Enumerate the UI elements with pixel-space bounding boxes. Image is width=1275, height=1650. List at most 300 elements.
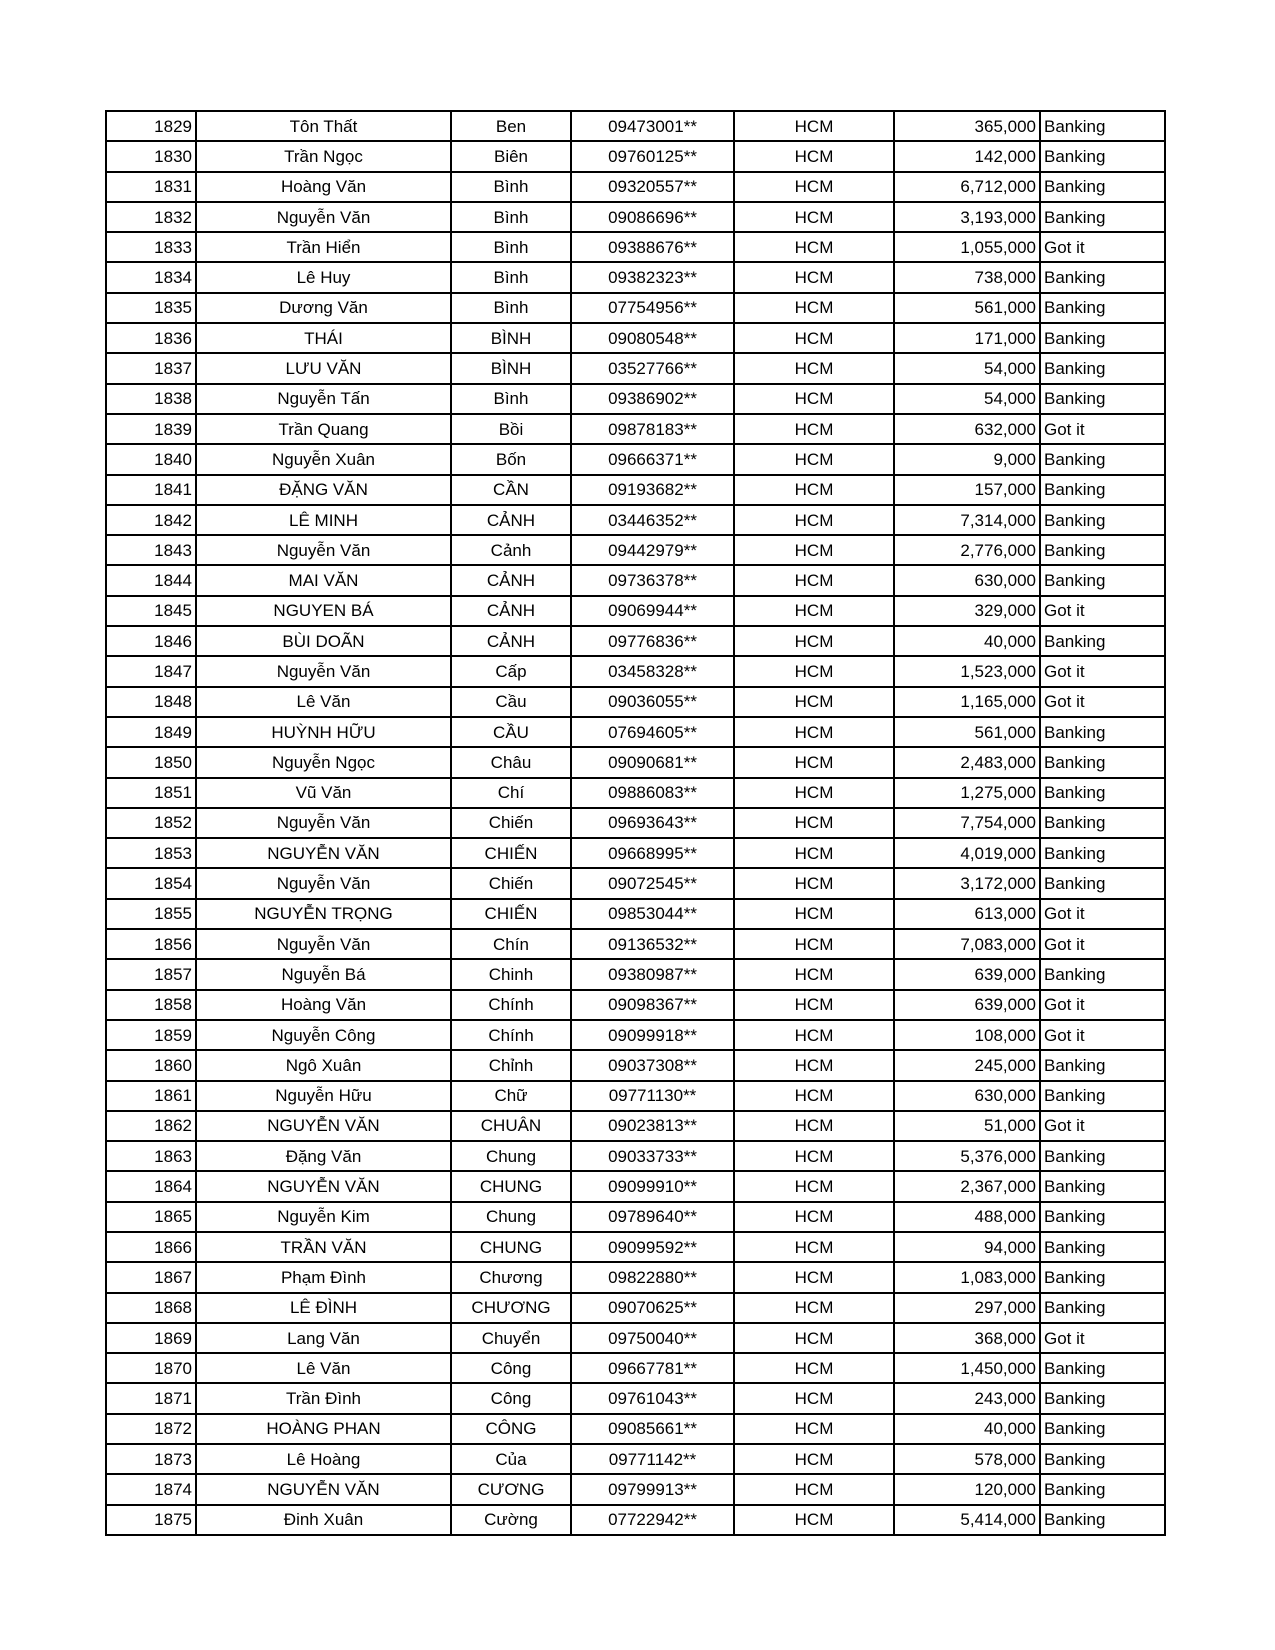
cell-phone: 09878183** (571, 414, 734, 444)
cell-amount: 368,000 (894, 1323, 1040, 1353)
cell-first_name: Phạm Đình (196, 1262, 451, 1292)
cell-amount: 40,000 (894, 626, 1040, 656)
cell-city: HCM (734, 626, 894, 656)
cell-last_name: CẦN (451, 475, 571, 505)
cell-id: 1872 (106, 1414, 196, 1444)
cell-city: HCM (734, 1353, 894, 1383)
table-row (106, 202, 1165, 232)
cell-last_name: Biên (451, 141, 571, 171)
cell-phone: 03527766** (571, 353, 734, 383)
cell-phone: 09382323** (571, 262, 734, 292)
table-row (106, 899, 1165, 929)
cell-first_name: Lê Văn (196, 1353, 451, 1383)
cell-status: Got it (1040, 596, 1165, 626)
cell-status: Banking (1040, 293, 1165, 323)
cell-first_name: Nguyễn Tấn (196, 384, 451, 414)
cell-status: Banking (1040, 505, 1165, 535)
cell-city: HCM (734, 475, 894, 505)
cell-first_name: Nguyễn Văn (196, 656, 451, 686)
cell-id: 1847 (106, 656, 196, 686)
cell-amount: 7,754,000 (894, 808, 1040, 838)
cell-city: HCM (734, 505, 894, 535)
cell-status: Got it (1040, 990, 1165, 1020)
cell-city: HCM (734, 1383, 894, 1413)
cell-first_name: Nguyễn Công (196, 1020, 451, 1050)
cell-phone: 09086696** (571, 202, 734, 232)
cell-last_name: Chí (451, 778, 571, 808)
table-row (106, 808, 1165, 838)
cell-last_name: Công (451, 1383, 571, 1413)
cell-status: Banking (1040, 838, 1165, 868)
cell-phone: 09386902** (571, 384, 734, 414)
table-row (106, 1111, 1165, 1141)
cell-amount: 120,000 (894, 1474, 1040, 1504)
cell-phone: 09080548** (571, 323, 734, 353)
cell-last_name: Chính (451, 1020, 571, 1050)
cell-first_name: Đặng Văn (196, 1141, 451, 1171)
cell-last_name: Bình (451, 384, 571, 414)
cell-status: Banking (1040, 1171, 1165, 1201)
cell-id: 1851 (106, 778, 196, 808)
cell-city: HCM (734, 596, 894, 626)
cell-first_name: Đinh Xuân (196, 1505, 451, 1535)
cell-phone: 09886083** (571, 778, 734, 808)
cell-amount: 4,019,000 (894, 838, 1040, 868)
cell-phone: 09736378** (571, 565, 734, 595)
table-row (106, 505, 1165, 535)
cell-status: Banking (1040, 1232, 1165, 1262)
cell-status: Banking (1040, 111, 1165, 141)
cell-status: Banking (1040, 1293, 1165, 1323)
cell-phone: 09380987** (571, 959, 734, 989)
cell-amount: 54,000 (894, 384, 1040, 414)
cell-status: Banking (1040, 1383, 1165, 1413)
cell-first_name: Nguyễn Văn (196, 929, 451, 959)
table-row (106, 626, 1165, 656)
cell-amount: 630,000 (894, 565, 1040, 595)
cell-id: 1874 (106, 1474, 196, 1504)
cell-last_name: CẢNH (451, 505, 571, 535)
cell-amount: 9,000 (894, 444, 1040, 474)
table-row (106, 1353, 1165, 1383)
cell-amount: 157,000 (894, 475, 1040, 505)
cell-first_name: Nguyễn Xuân (196, 444, 451, 474)
cell-city: HCM (734, 172, 894, 202)
cell-first_name: ĐẶNG VĂN (196, 475, 451, 505)
cell-amount: 2,776,000 (894, 535, 1040, 565)
cell-first_name: Nguyễn Văn (196, 868, 451, 898)
cell-amount: 3,193,000 (894, 202, 1040, 232)
table-row (106, 1141, 1165, 1171)
cell-phone: 09072545** (571, 868, 734, 898)
cell-first_name: NGUYỄN VĂN (196, 1171, 451, 1201)
table-row (106, 1050, 1165, 1080)
table-row (106, 1383, 1165, 1413)
cell-city: HCM (734, 808, 894, 838)
cell-last_name: Cảnh (451, 535, 571, 565)
cell-phone: 03446352** (571, 505, 734, 535)
cell-status: Banking (1040, 535, 1165, 565)
cell-id: 1854 (106, 868, 196, 898)
cell-last_name: Bình (451, 172, 571, 202)
cell-phone: 09099592** (571, 1232, 734, 1262)
cell-first_name: Trần Đình (196, 1383, 451, 1413)
cell-city: HCM (734, 262, 894, 292)
table-row (106, 1020, 1165, 1050)
cell-city: HCM (734, 444, 894, 474)
cell-first_name: LÊ ĐÌNH (196, 1293, 451, 1323)
cell-city: HCM (734, 1414, 894, 1444)
table-row (106, 293, 1165, 323)
cell-city: HCM (734, 384, 894, 414)
cell-phone: 09799913** (571, 1474, 734, 1504)
cell-first_name: BÙI DOÃN (196, 626, 451, 656)
cell-first_name: HUỲNH HỮU (196, 717, 451, 747)
cell-city: HCM (734, 202, 894, 232)
cell-amount: 2,483,000 (894, 747, 1040, 777)
cell-id: 1855 (106, 899, 196, 929)
cell-last_name: CHUNG (451, 1232, 571, 1262)
cell-amount: 1,275,000 (894, 778, 1040, 808)
cell-status: Got it (1040, 232, 1165, 262)
table-row (106, 353, 1165, 383)
cell-city: HCM (734, 1505, 894, 1535)
cell-first_name: Nguyễn Ngọc (196, 747, 451, 777)
cell-status: Banking (1040, 1353, 1165, 1383)
cell-id: 1830 (106, 141, 196, 171)
cell-last_name: Bình (451, 202, 571, 232)
cell-status: Banking (1040, 1414, 1165, 1444)
cell-first_name: NGUYỄN TRỌNG (196, 899, 451, 929)
cell-first_name: Nguyễn Bá (196, 959, 451, 989)
cell-amount: 7,083,000 (894, 929, 1040, 959)
cell-phone: 09036055** (571, 687, 734, 717)
table-row (106, 232, 1165, 262)
cell-status: Banking (1040, 353, 1165, 383)
cell-phone: 09085661** (571, 1414, 734, 1444)
cell-status: Banking (1040, 868, 1165, 898)
cell-last_name: Bình (451, 293, 571, 323)
cell-amount: 1,083,000 (894, 1262, 1040, 1292)
cell-first_name: NGUYEN BÁ (196, 596, 451, 626)
cell-phone: 09473001** (571, 111, 734, 141)
cell-first_name: NGUYỄN VĂN (196, 1474, 451, 1504)
cell-first_name: Trần Hiển (196, 232, 451, 262)
cell-phone: 09761043** (571, 1383, 734, 1413)
cell-id: 1832 (106, 202, 196, 232)
cell-first_name: HOÀNG PHAN (196, 1414, 451, 1444)
cell-status: Banking (1040, 565, 1165, 595)
cell-city: HCM (734, 778, 894, 808)
cell-phone: 09193682** (571, 475, 734, 505)
cell-phone: 09667781** (571, 1353, 734, 1383)
cell-phone: 09771142** (571, 1444, 734, 1474)
cell-last_name: CẢNH (451, 626, 571, 656)
cell-last_name: CẢNH (451, 596, 571, 626)
cell-phone: 09099918** (571, 1020, 734, 1050)
cell-city: HCM (734, 535, 894, 565)
cell-city: HCM (734, 1232, 894, 1262)
table-row (106, 596, 1165, 626)
cell-id: 1873 (106, 1444, 196, 1474)
cell-city: HCM (734, 1050, 894, 1080)
cell-phone: 07754956** (571, 293, 734, 323)
cell-phone: 09070625** (571, 1293, 734, 1323)
cell-last_name: CÔNG (451, 1414, 571, 1444)
cell-amount: 632,000 (894, 414, 1040, 444)
cell-city: HCM (734, 1293, 894, 1323)
cell-amount: 738,000 (894, 262, 1040, 292)
cell-phone: 09099910** (571, 1171, 734, 1201)
contacts-table (105, 110, 1166, 1536)
cell-phone: 09789640** (571, 1202, 734, 1232)
cell-id: 1862 (106, 1111, 196, 1141)
cell-id: 1864 (106, 1171, 196, 1201)
cell-city: HCM (734, 1444, 894, 1474)
cell-city: HCM (734, 656, 894, 686)
cell-id: 1849 (106, 717, 196, 747)
cell-last_name: CẦU (451, 717, 571, 747)
cell-id: 1836 (106, 323, 196, 353)
cell-first_name: Lê Hoàng (196, 1444, 451, 1474)
cell-amount: 1,450,000 (894, 1353, 1040, 1383)
cell-id: 1843 (106, 535, 196, 565)
cell-id: 1850 (106, 747, 196, 777)
cell-last_name: CHUNG (451, 1171, 571, 1201)
cell-city: HCM (734, 929, 894, 959)
cell-first_name: Trần Ngọc (196, 141, 451, 171)
table-row (106, 535, 1165, 565)
cell-amount: 54,000 (894, 353, 1040, 383)
cell-status: Banking (1040, 323, 1165, 353)
cell-last_name: Châu (451, 747, 571, 777)
cell-last_name: Chính (451, 990, 571, 1020)
cell-id: 1865 (106, 1202, 196, 1232)
cell-status: Got it (1040, 414, 1165, 444)
table-row (106, 656, 1165, 686)
cell-id: 1829 (106, 111, 196, 141)
cell-phone: 09771130** (571, 1081, 734, 1111)
cell-amount: 639,000 (894, 959, 1040, 989)
cell-last_name: Bốn (451, 444, 571, 474)
cell-city: HCM (734, 1171, 894, 1201)
cell-last_name: BÌNH (451, 323, 571, 353)
table-row (106, 717, 1165, 747)
cell-id: 1837 (106, 353, 196, 383)
cell-first_name: Nguyễn Hữu (196, 1081, 451, 1111)
cell-phone: 09822880** (571, 1262, 734, 1292)
cell-status: Banking (1040, 262, 1165, 292)
cell-city: HCM (734, 353, 894, 383)
cell-phone: 09776836** (571, 626, 734, 656)
table-row (106, 747, 1165, 777)
cell-id: 1853 (106, 838, 196, 868)
cell-first_name: Trần Quang (196, 414, 451, 444)
cell-city: HCM (734, 1262, 894, 1292)
cell-amount: 108,000 (894, 1020, 1040, 1050)
cell-phone: 09090681** (571, 747, 734, 777)
cell-phone: 09442979** (571, 535, 734, 565)
cell-last_name: CHUÂN (451, 1111, 571, 1141)
cell-id: 1863 (106, 1141, 196, 1171)
cell-last_name: Bồi (451, 414, 571, 444)
cell-status: Banking (1040, 808, 1165, 838)
cell-id: 1840 (106, 444, 196, 474)
cell-id: 1860 (106, 1050, 196, 1080)
cell-amount: 613,000 (894, 899, 1040, 929)
cell-first_name: LƯU VĂN (196, 353, 451, 383)
cell-first_name: THÁI (196, 323, 451, 353)
cell-first_name: Tôn Thất (196, 111, 451, 141)
cell-last_name: Chín (451, 929, 571, 959)
cell-status: Got it (1040, 687, 1165, 717)
table-row (106, 141, 1165, 171)
cell-phone: 09069944** (571, 596, 734, 626)
cell-status: Banking (1040, 747, 1165, 777)
cell-status: Got it (1040, 1020, 1165, 1050)
cell-first_name: Hoàng Văn (196, 172, 451, 202)
cell-amount: 1,055,000 (894, 232, 1040, 262)
cell-amount: 630,000 (894, 1081, 1040, 1111)
cell-id: 1861 (106, 1081, 196, 1111)
cell-city: HCM (734, 565, 894, 595)
cell-city: HCM (734, 1474, 894, 1504)
cell-amount: 488,000 (894, 1202, 1040, 1232)
table-row (106, 1262, 1165, 1292)
table-row (106, 778, 1165, 808)
cell-amount: 7,314,000 (894, 505, 1040, 535)
cell-status: Banking (1040, 1141, 1165, 1171)
cell-first_name: Vũ Văn (196, 778, 451, 808)
cell-phone: 09320557** (571, 172, 734, 202)
cell-last_name: Chung (451, 1141, 571, 1171)
table-row (106, 687, 1165, 717)
cell-city: HCM (734, 747, 894, 777)
cell-status: Banking (1040, 1444, 1165, 1474)
cell-amount: 5,414,000 (894, 1505, 1040, 1535)
table-row (106, 1505, 1165, 1535)
cell-status: Got it (1040, 899, 1165, 929)
table-row (106, 838, 1165, 868)
table-row (106, 1414, 1165, 1444)
cell-phone: 09666371** (571, 444, 734, 474)
cell-id: 1858 (106, 990, 196, 1020)
cell-first_name: Lang Văn (196, 1323, 451, 1353)
table-row (106, 384, 1165, 414)
table-row (106, 1232, 1165, 1262)
cell-id: 1838 (106, 384, 196, 414)
cell-city: HCM (734, 868, 894, 898)
cell-phone: 07722942** (571, 1505, 734, 1535)
cell-last_name: Bình (451, 232, 571, 262)
cell-phone: 09668995** (571, 838, 734, 868)
cell-phone: 07694605** (571, 717, 734, 747)
table-row (106, 111, 1165, 141)
cell-amount: 5,376,000 (894, 1141, 1040, 1171)
cell-amount: 51,000 (894, 1111, 1040, 1141)
cell-first_name: NGUYỄN VĂN (196, 838, 451, 868)
cell-city: HCM (734, 293, 894, 323)
cell-id: 1831 (106, 172, 196, 202)
cell-status: Banking (1040, 1505, 1165, 1535)
cell-last_name: Cường (451, 1505, 571, 1535)
cell-phone: 09098367** (571, 990, 734, 1020)
cell-city: HCM (734, 232, 894, 262)
cell-last_name: Chuyển (451, 1323, 571, 1353)
cell-last_name: Ben (451, 111, 571, 141)
cell-id: 1852 (106, 808, 196, 838)
cell-status: Got it (1040, 656, 1165, 686)
cell-status: Banking (1040, 626, 1165, 656)
cell-id: 1859 (106, 1020, 196, 1050)
cell-id: 1848 (106, 687, 196, 717)
table-row (106, 990, 1165, 1020)
cell-city: HCM (734, 1141, 894, 1171)
cell-status: Got it (1040, 929, 1165, 959)
cell-city: HCM (734, 141, 894, 171)
table-row (106, 323, 1165, 353)
cell-status: Banking (1040, 1050, 1165, 1080)
cell-id: 1875 (106, 1505, 196, 1535)
cell-status: Banking (1040, 202, 1165, 232)
cell-id: 1867 (106, 1262, 196, 1292)
table-row (106, 1474, 1165, 1504)
cell-amount: 94,000 (894, 1232, 1040, 1262)
table-row (106, 868, 1165, 898)
cell-status: Banking (1040, 1474, 1165, 1504)
cell-first_name: Nguyễn Văn (196, 202, 451, 232)
cell-city: HCM (734, 323, 894, 353)
cell-amount: 561,000 (894, 717, 1040, 747)
cell-first_name: Nguyễn Kim (196, 1202, 451, 1232)
cell-city: HCM (734, 959, 894, 989)
cell-first_name: Nguyễn Văn (196, 535, 451, 565)
cell-status: Banking (1040, 1202, 1165, 1232)
cell-last_name: BÌNH (451, 353, 571, 383)
cell-first_name: Ngô Xuân (196, 1050, 451, 1080)
cell-last_name: Chỉnh (451, 1050, 571, 1080)
cell-phone: 09388676** (571, 232, 734, 262)
cell-last_name: Bình (451, 262, 571, 292)
cell-city: HCM (734, 1323, 894, 1353)
table-row (106, 565, 1165, 595)
cell-city: HCM (734, 111, 894, 141)
cell-last_name: Cấp (451, 656, 571, 686)
cell-amount: 2,367,000 (894, 1171, 1040, 1201)
cell-city: HCM (734, 899, 894, 929)
cell-last_name: CHIẾN (451, 838, 571, 868)
table-row (106, 1444, 1165, 1474)
cell-first_name: Nguyễn Văn (196, 808, 451, 838)
cell-first_name: TRẦN VĂN (196, 1232, 451, 1262)
cell-last_name: Chinh (451, 959, 571, 989)
cell-last_name: Của (451, 1444, 571, 1474)
cell-id: 1871 (106, 1383, 196, 1413)
cell-last_name: CHIẾN (451, 899, 571, 929)
cell-phone: 09853044** (571, 899, 734, 929)
cell-id: 1866 (106, 1232, 196, 1262)
cell-city: HCM (734, 1202, 894, 1232)
cell-id: 1868 (106, 1293, 196, 1323)
cell-amount: 1,165,000 (894, 687, 1040, 717)
cell-amount: 578,000 (894, 1444, 1040, 1474)
cell-city: HCM (734, 1020, 894, 1050)
cell-first_name: NGUYỄN VĂN (196, 1111, 451, 1141)
cell-amount: 329,000 (894, 596, 1040, 626)
cell-id: 1870 (106, 1353, 196, 1383)
table-row (106, 1202, 1165, 1232)
cell-amount: 245,000 (894, 1050, 1040, 1080)
